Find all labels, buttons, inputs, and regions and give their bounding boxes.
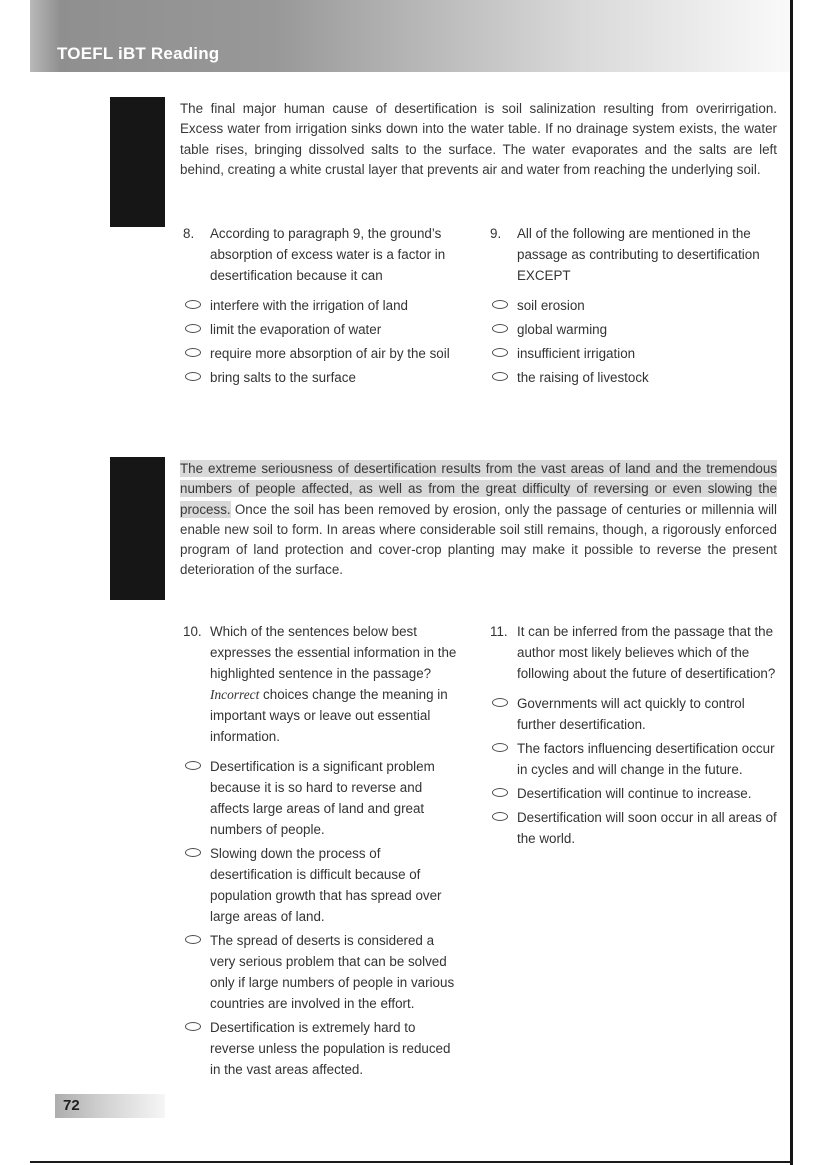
answer-gutter (490, 738, 517, 780)
question-stem-part: Which of the sentences below best expresses the essential information in the highlighted sentence in the passage? (210, 624, 457, 681)
answer-bubble-icon[interactable] (185, 935, 201, 944)
answer-gutter (183, 295, 210, 316)
answer-option-label: Desertification will soon occur in all areas of the world. (517, 810, 777, 846)
question-number: 9. (490, 226, 502, 241)
answer-option-label: Desertification is a significant problem because it is so hard to reverse and affects large areas of land and great numbers of people. (210, 759, 435, 837)
question-row-1 (183, 223, 779, 391)
header-band (30, 0, 793, 72)
question-9-head (490, 223, 779, 286)
question-10 (183, 621, 463, 1083)
answer-option (183, 295, 463, 316)
answer-option (490, 319, 779, 340)
question-11 (490, 621, 779, 1083)
passage-paragraph-10 (180, 459, 777, 581)
answer-bubble-icon[interactable] (492, 348, 508, 357)
answer-option-label: the raising of livestock (517, 370, 649, 385)
answer-option (490, 295, 779, 316)
answer-gutter (183, 930, 210, 1014)
question-number: 11. (490, 624, 508, 639)
answer-option-label: limit the evaporation of water (210, 322, 382, 337)
answer-option (183, 843, 463, 927)
answer-bubble-icon[interactable] (492, 812, 508, 821)
answer-bubble-icon[interactable] (185, 761, 201, 770)
answer-option-label: Desertification is extremely hard to reverse unless the population is reduced in the vast areas affected. (210, 1020, 451, 1077)
answer-bubble-icon[interactable] (492, 372, 508, 381)
paragraph-marker-block-2 (110, 457, 165, 600)
answer-gutter (490, 295, 517, 316)
answer-gutter (490, 783, 517, 804)
answer-option (183, 343, 463, 364)
answer-option-label: insufficient irrigation (517, 346, 636, 361)
answer-option-label: global warming (517, 322, 608, 337)
paragraph-marker-block-1 (110, 97, 165, 227)
answer-option-label: interfere with the irrigation of land (210, 298, 408, 313)
answer-option-label: Slowing down the process of desertification is difficult because of population growth that has spread over large areas of land. (210, 846, 442, 924)
answer-bubble-icon[interactable] (185, 300, 201, 309)
question-stem: All of the following are mentioned in the passage as contributing to desertification EXCEPT (517, 226, 760, 283)
answer-option (183, 367, 463, 388)
answer-bubble-icon[interactable] (492, 743, 508, 752)
highlighted-sentence: The extreme seriousness of desertification results from the vast areas of land and the tremendous numbers of people affected, as well as from the great difficulty of reversing or even slowing the process. (180, 461, 777, 517)
answer-option (183, 1017, 463, 1080)
page-right-rule (790, 0, 793, 1165)
question-number: 8. (183, 226, 195, 241)
passage-paragraph-9 (180, 99, 777, 180)
passage-text: Once the soil has been removed by erosion, only the passage of centuries or millennia will enable new soil to form. In areas where considerable soil still remains, though, a rigorously enforced program of land protection and cover-crop planting may make it possible to reverse the present deterioration of the surface. (180, 501, 777, 578)
question-stem (210, 621, 463, 747)
question-8 (183, 223, 463, 391)
answer-bubble-icon[interactable] (492, 324, 508, 333)
answer-gutter (490, 343, 517, 364)
question-10-options (183, 756, 463, 1080)
question-11-options (490, 693, 779, 849)
page-number: 72 (63, 1097, 80, 1114)
answer-option-label: bring salts to the surface (210, 370, 356, 385)
answer-option (490, 343, 779, 364)
question-stem-part: choices change the meaning in important ways or leave out essential information. (210, 687, 448, 744)
answer-option-label: The spread of deserts is considered a very serious problem that can be solved only if large numbers of people in various countries are involved in the effort. (210, 933, 455, 1011)
passage-text: The final major human cause of desertification is soil salinization resulting from overirrigation. Excess water from irrigation sinks down into the water table. If no drainage system exists, the water table rises, bringing dissolved salts to the surface. The water evaporates and the salts are left behind, creating a white crustal layer that prevents air and water from reaching the underlying soil. (180, 101, 777, 177)
question-number: 10. (183, 624, 202, 639)
page-bottom-rule (30, 1161, 793, 1163)
answer-option (490, 738, 779, 780)
answer-bubble-icon[interactable] (492, 698, 508, 707)
page-number-bar (55, 1094, 165, 1118)
answer-option (490, 807, 779, 849)
answer-gutter (183, 843, 210, 927)
answer-bubble-icon[interactable] (185, 848, 201, 857)
answer-bubble-icon[interactable] (492, 300, 508, 309)
question-10-head (183, 621, 463, 747)
answer-option-label: The factors influencing desertification occur in cycles and will change in the future. (517, 741, 775, 777)
answer-option-label: Desertification will continue to increase. (517, 786, 752, 801)
answer-option (183, 930, 463, 1014)
answer-option-label: soil erosion (517, 298, 585, 313)
question-11-head (490, 621, 779, 684)
answer-option (183, 756, 463, 840)
answer-gutter (183, 1017, 210, 1080)
question-8-options (183, 295, 463, 388)
answer-gutter (183, 367, 210, 388)
question-stem: It can be inferred from the passage that the author most likely believes which of the following about the future of desertification? (517, 624, 776, 681)
answer-bubble-icon[interactable] (185, 324, 201, 333)
answer-option (490, 367, 779, 388)
answer-gutter (183, 756, 210, 840)
answer-option (490, 693, 779, 735)
answer-gutter (490, 319, 517, 340)
answer-bubble-icon[interactable] (185, 1022, 201, 1031)
question-9 (490, 223, 779, 391)
answer-gutter (183, 319, 210, 340)
answer-option-label: Governments will act quickly to control further desertification. (517, 696, 745, 732)
question-9-options (490, 295, 779, 388)
answer-gutter (490, 367, 517, 388)
answer-option-label: require more absorption of air by the soil (210, 346, 450, 361)
answer-option (183, 319, 463, 340)
question-8-head (183, 223, 463, 286)
answer-bubble-icon[interactable] (185, 348, 201, 357)
question-stem-italic: Incorrect (210, 687, 260, 702)
answer-gutter (183, 343, 210, 364)
page-title: TOEFL iBT Reading (57, 44, 220, 63)
answer-option (490, 783, 779, 804)
question-row-2 (183, 621, 779, 1083)
question-stem: According to paragraph 9, the ground’s absorption of excess water is a factor in desertification because it can (210, 226, 446, 283)
answer-bubble-icon[interactable] (185, 372, 201, 381)
answer-gutter (490, 693, 517, 735)
answer-gutter (490, 807, 517, 849)
answer-bubble-icon[interactable] (492, 788, 508, 797)
